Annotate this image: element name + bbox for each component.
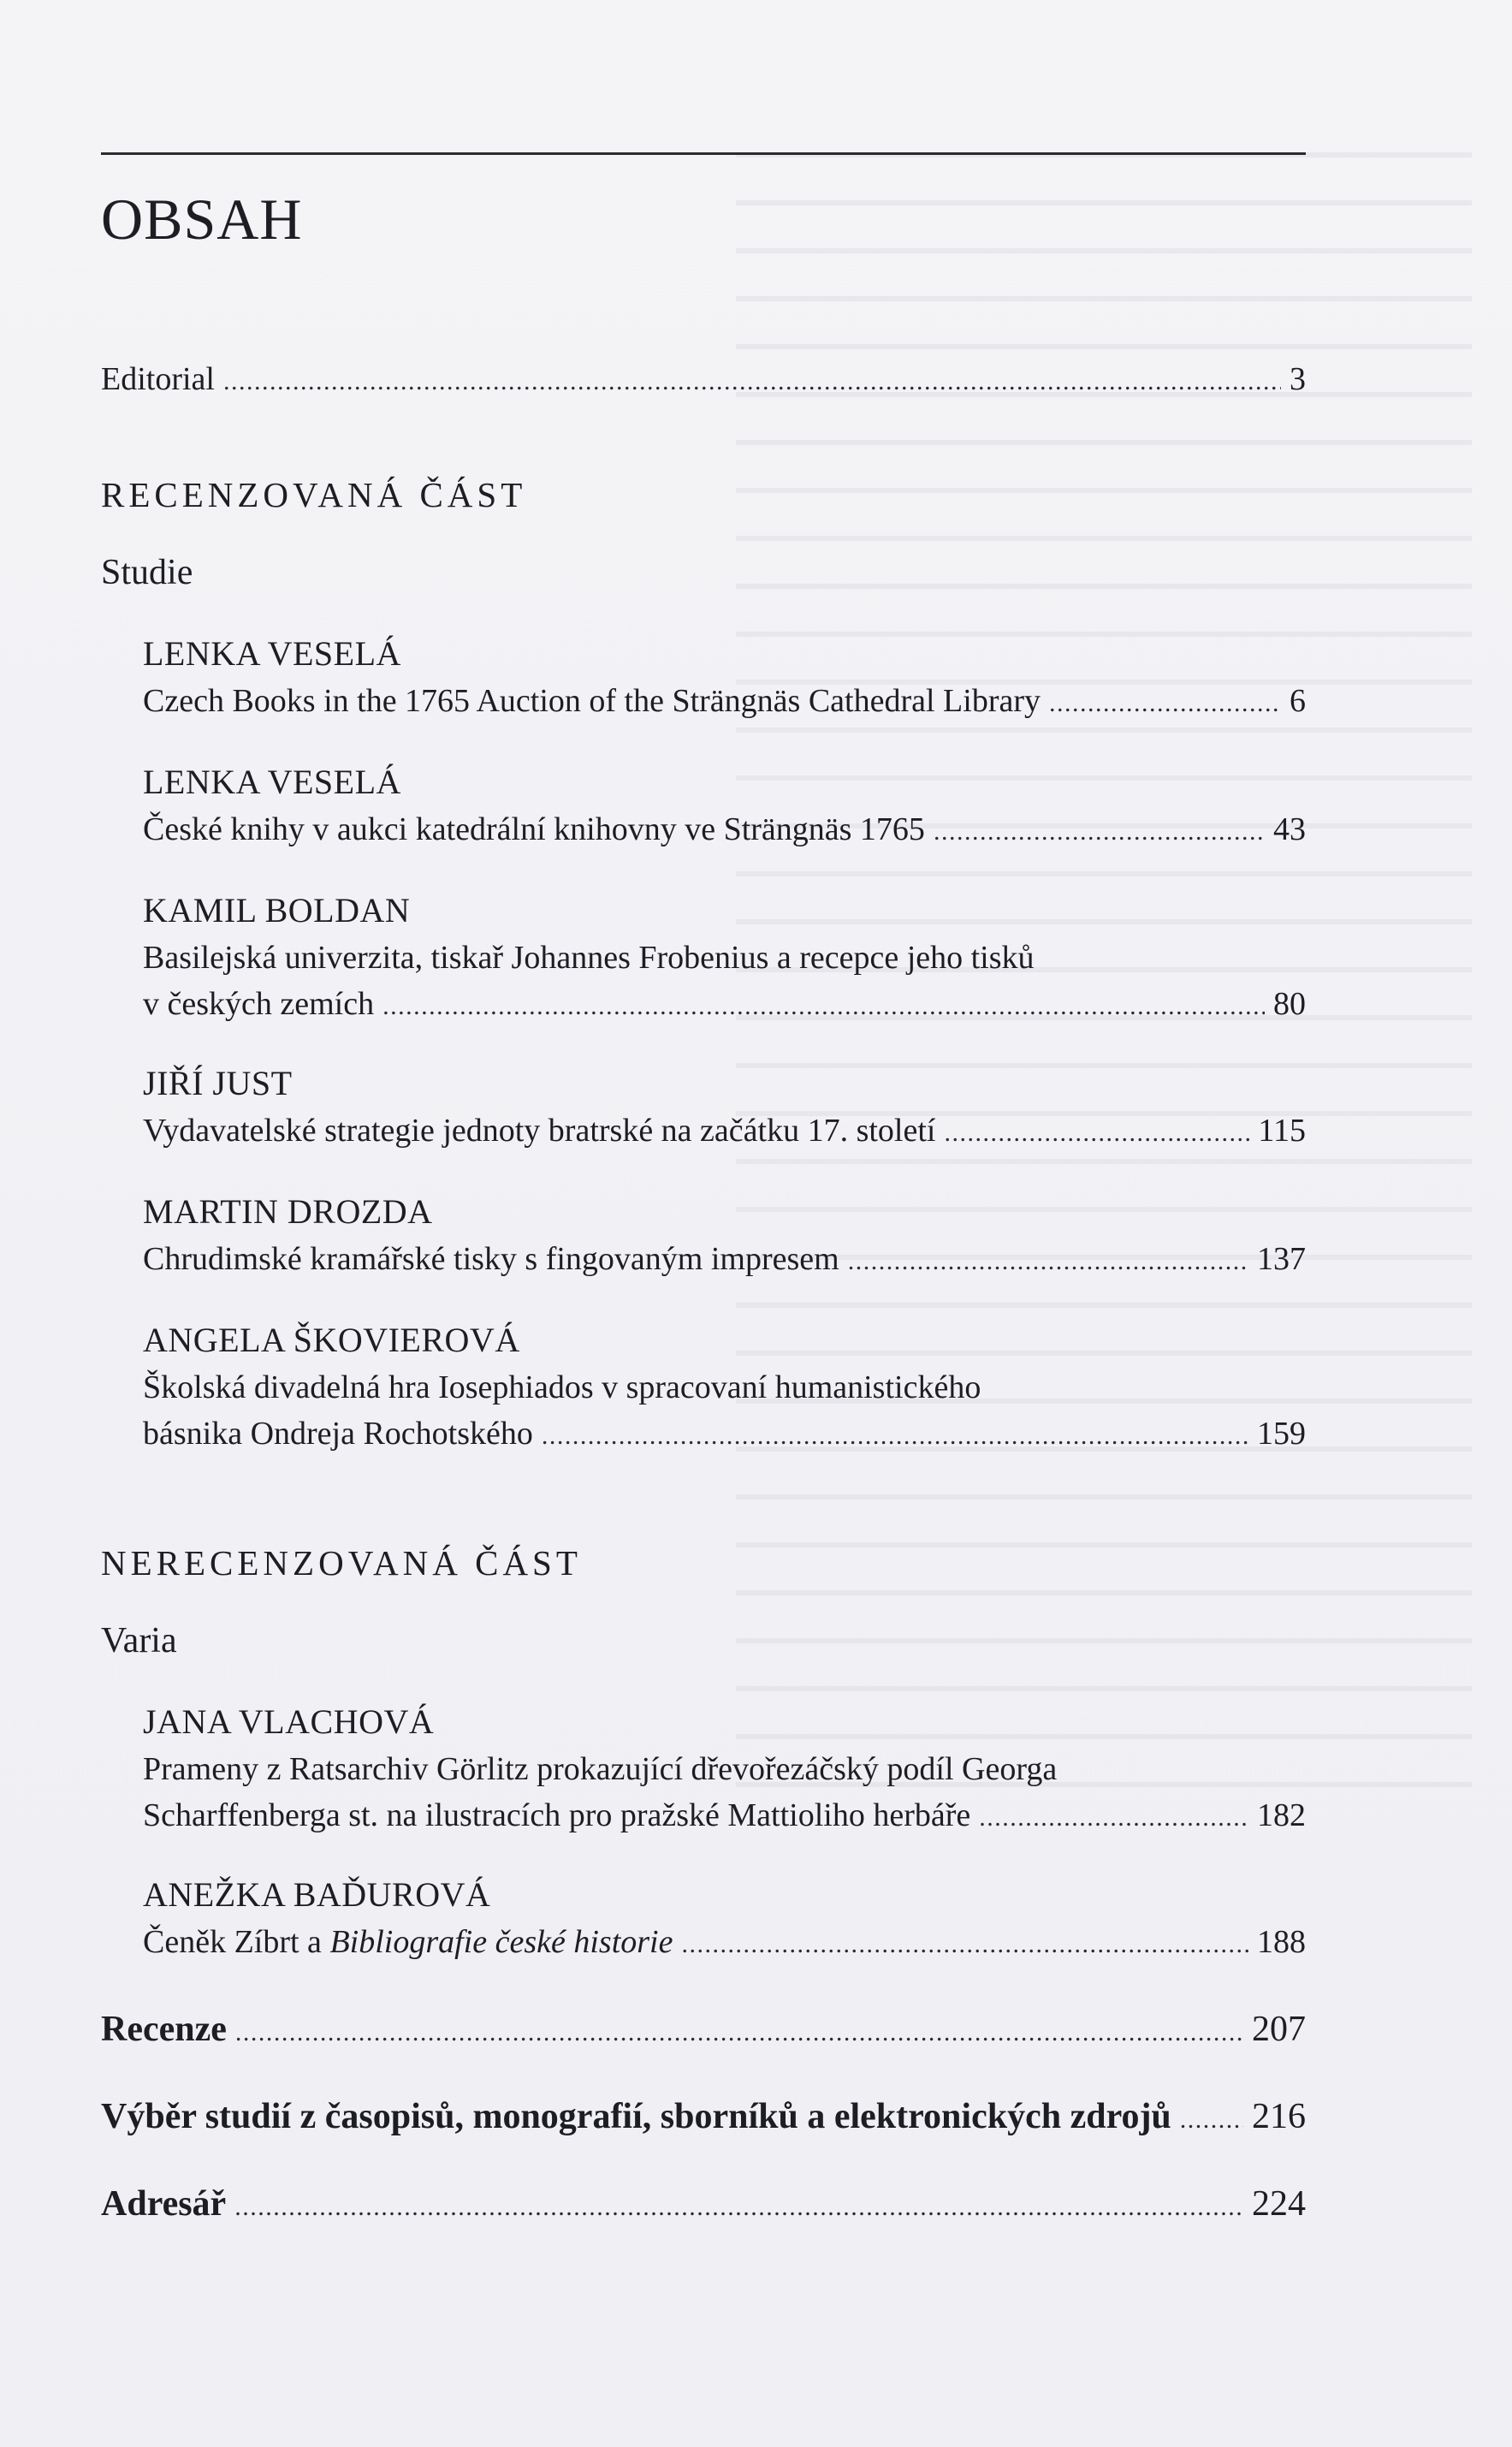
- toc-entry-label: Editorial: [101, 361, 215, 397]
- article-title-continued: básnika Ondreja Rochotského: [143, 1416, 533, 1452]
- dot-leader: [681, 1921, 1248, 1968]
- toc-entry-label: Recenze: [101, 2010, 227, 2049]
- author-name: ANEŽKA BAĎUROVÁ: [143, 1875, 491, 1914]
- page-number: 207: [1252, 2010, 1306, 2049]
- page-number: 80: [1273, 986, 1306, 1022]
- toc-entry-study[interactable]: [143, 887, 1306, 1027]
- header-rule: [101, 152, 1306, 155]
- toc-entry-label: Výběr studií z časopisů, monografií, sborníků a elektronických zdrojů: [101, 2097, 1171, 2136]
- page-number: 188: [1257, 1924, 1306, 1960]
- toc-entry-varia[interactable]: [143, 1698, 1306, 1838]
- toc-entry-study[interactable]: [143, 630, 1306, 724]
- toc-entry-study[interactable]: [143, 1316, 1306, 1457]
- page-number: 159: [1257, 1416, 1306, 1452]
- dot-leader: [542, 1413, 1248, 1459]
- author-name: LENKA VESELÁ: [143, 634, 401, 673]
- author-name: LENKA VESELÁ: [143, 763, 401, 801]
- article-title-continued: v českých zemích: [143, 986, 375, 1022]
- article-title: [143, 1919, 673, 1965]
- toc-entry-vyber[interactable]: [101, 2092, 1306, 2141]
- article-title-plain: Čeněk Zíbrt a: [143, 1924, 330, 1960]
- page-number: 182: [1257, 1797, 1306, 1833]
- subsection-heading-studies: Studie: [101, 553, 193, 592]
- author-name: ANGELA ŠKOVIEROVÁ: [143, 1321, 520, 1359]
- dot-leader: [934, 809, 1265, 855]
- toc-entry-study[interactable]: [143, 1188, 1306, 1282]
- author-name: MARTIN DROZDA: [143, 1192, 433, 1231]
- page-number: 224: [1252, 2184, 1306, 2224]
- section-heading-unreviewed: NERECENZOVANÁ ČÁST: [101, 1543, 582, 1583]
- dot-leader: [848, 1238, 1248, 1285]
- dot-leader: [1180, 2095, 1243, 2145]
- toc-entry-varia[interactable]: [143, 1871, 1306, 1965]
- page-number: 137: [1257, 1241, 1306, 1277]
- dot-leader: [234, 2183, 1243, 2232]
- article-title: Chrudimské kramářské tisky s fingovaným impresem: [143, 1241, 839, 1277]
- article-title: Vydavatelské strategie jednoty bratrské na začátku 17. století: [143, 1113, 936, 1149]
- article-title-italic: Bibliografie české historie: [329, 1924, 673, 1960]
- dot-leader: [382, 983, 1265, 1030]
- toc-entry-study[interactable]: [143, 1060, 1306, 1154]
- article-title: České knihy v aukci katedrální knihovny ve Strängnäs 1765: [143, 811, 925, 847]
- author-name: JANA VLACHOVÁ: [143, 1702, 435, 1741]
- page-number: 3: [1290, 361, 1306, 397]
- toc-entry-editorial[interactable]: [101, 356, 1306, 402]
- section-heading-reviewed: RECENZOVANÁ ČÁST: [101, 475, 527, 514]
- toc-entry-adresar[interactable]: [101, 2179, 1306, 2229]
- dot-leader: [944, 1110, 1249, 1156]
- toc-entry-label: Adresář: [101, 2184, 227, 2224]
- page-number: 43: [1273, 811, 1306, 847]
- page-number: 6: [1290, 683, 1306, 719]
- article-title: Basilejská univerzita, tiskař Johannes Frobenius a recepce jeho tisků: [143, 940, 1035, 976]
- dot-leader: [979, 1795, 1248, 1841]
- author-name: KAMIL BOLDAN: [143, 891, 411, 930]
- toc-entry-study[interactable]: [143, 758, 1306, 852]
- page-number: 216: [1252, 2097, 1306, 2136]
- page-number: 115: [1258, 1113, 1306, 1149]
- article-title: Prameny z Ratsarchiv Görlitz prokazující dřevořezáčský podíl Georga: [143, 1751, 1058, 1787]
- article-title: Školská divadelná hra Iosephiados v spracovaní humanistického: [143, 1369, 981, 1405]
- subsection-heading-varia: Varia: [101, 1621, 177, 1660]
- dot-leader: [1049, 680, 1281, 727]
- article-title-continued: Scharffenberga st. na ilustracích pro pražské Mattioliho herbáře: [143, 1797, 971, 1833]
- author-name: JIŘÍ JUST: [143, 1064, 293, 1102]
- dot-leader: [235, 2008, 1243, 2058]
- article-title: Czech Books in the 1765 Auction of the Strängnäs Cathedral Library: [143, 683, 1041, 719]
- toc-entry-recenze[interactable]: [101, 2005, 1306, 2054]
- dot-leader: [223, 359, 1281, 405]
- page-title: OBSAH: [101, 187, 303, 252]
